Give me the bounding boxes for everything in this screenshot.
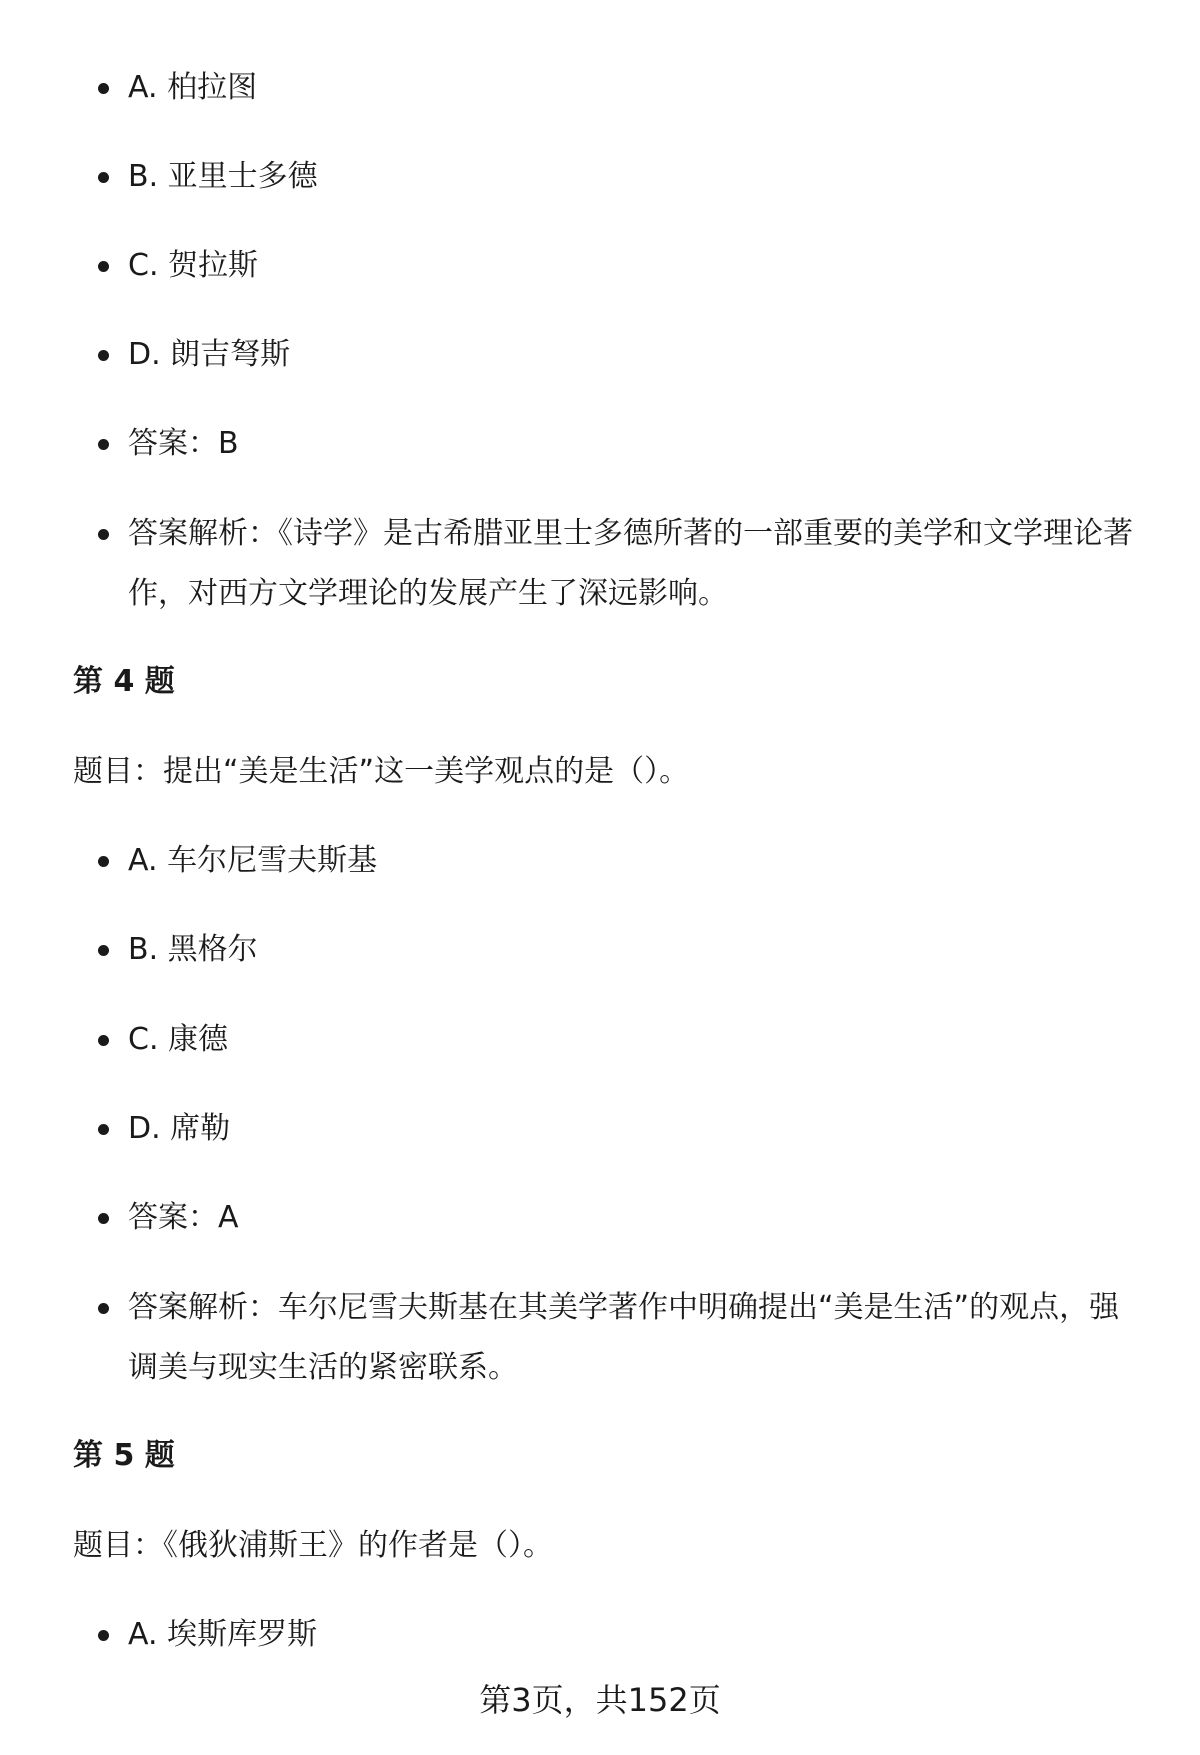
option-text: B. 黑格尔 (128, 932, 258, 967)
bullet-icon (98, 856, 109, 867)
bullet-icon (98, 1035, 109, 1046)
option-text: A. 柏拉图 (128, 70, 258, 105)
explanation-text: 答案解析：车尔尼雪夫斯基在其美学著作中明确提出“美是生活”的观点，强调美与现实生活的紧密联系。 (128, 1290, 1120, 1385)
question-text: 题目：《俄狄浦斯王》的作者是（）。 (73, 1528, 553, 1563)
bullet-icon (98, 1124, 109, 1135)
question-heading: 第 4 题 (73, 664, 175, 699)
explanation-text: 答案解析：《诗学》是古希腊亚里士多德所著的一部重要的美学和文学理论著作，对西方文学理论的发展产生了深远影响。 (128, 516, 1133, 611)
page-indicator: 第3页，共152页 (479, 1681, 721, 1719)
bullet-icon (98, 1213, 109, 1224)
bullet-icon (98, 945, 109, 956)
bullet-icon (98, 350, 109, 361)
answer-text: 答案：B (128, 426, 239, 461)
option-text: C. 贺拉斯 (128, 248, 259, 283)
bullet-icon (98, 172, 109, 183)
option-text: C. 康德 (128, 1022, 229, 1057)
option-text: B. 亚里士多德 (128, 159, 318, 194)
question-heading: 第 5 题 (73, 1438, 175, 1473)
bullet-icon (98, 1303, 109, 1314)
bullet-icon (98, 529, 109, 540)
bullet-icon (98, 83, 109, 94)
option-text: A. 埃斯库罗斯 (128, 1617, 318, 1652)
option-text: D. 席勒 (128, 1111, 231, 1146)
bullet-icon (98, 261, 109, 272)
answer-text: 答案：A (128, 1200, 239, 1235)
bullet-icon (98, 1630, 109, 1641)
question-text: 题目：提出“美是生活”这一美学观点的是（）。 (73, 754, 690, 789)
option-text: A. 车尔尼雪夫斯基 (128, 843, 378, 878)
bullet-icon (98, 439, 109, 450)
option-text: D. 朗吉弩斯 (128, 337, 291, 372)
